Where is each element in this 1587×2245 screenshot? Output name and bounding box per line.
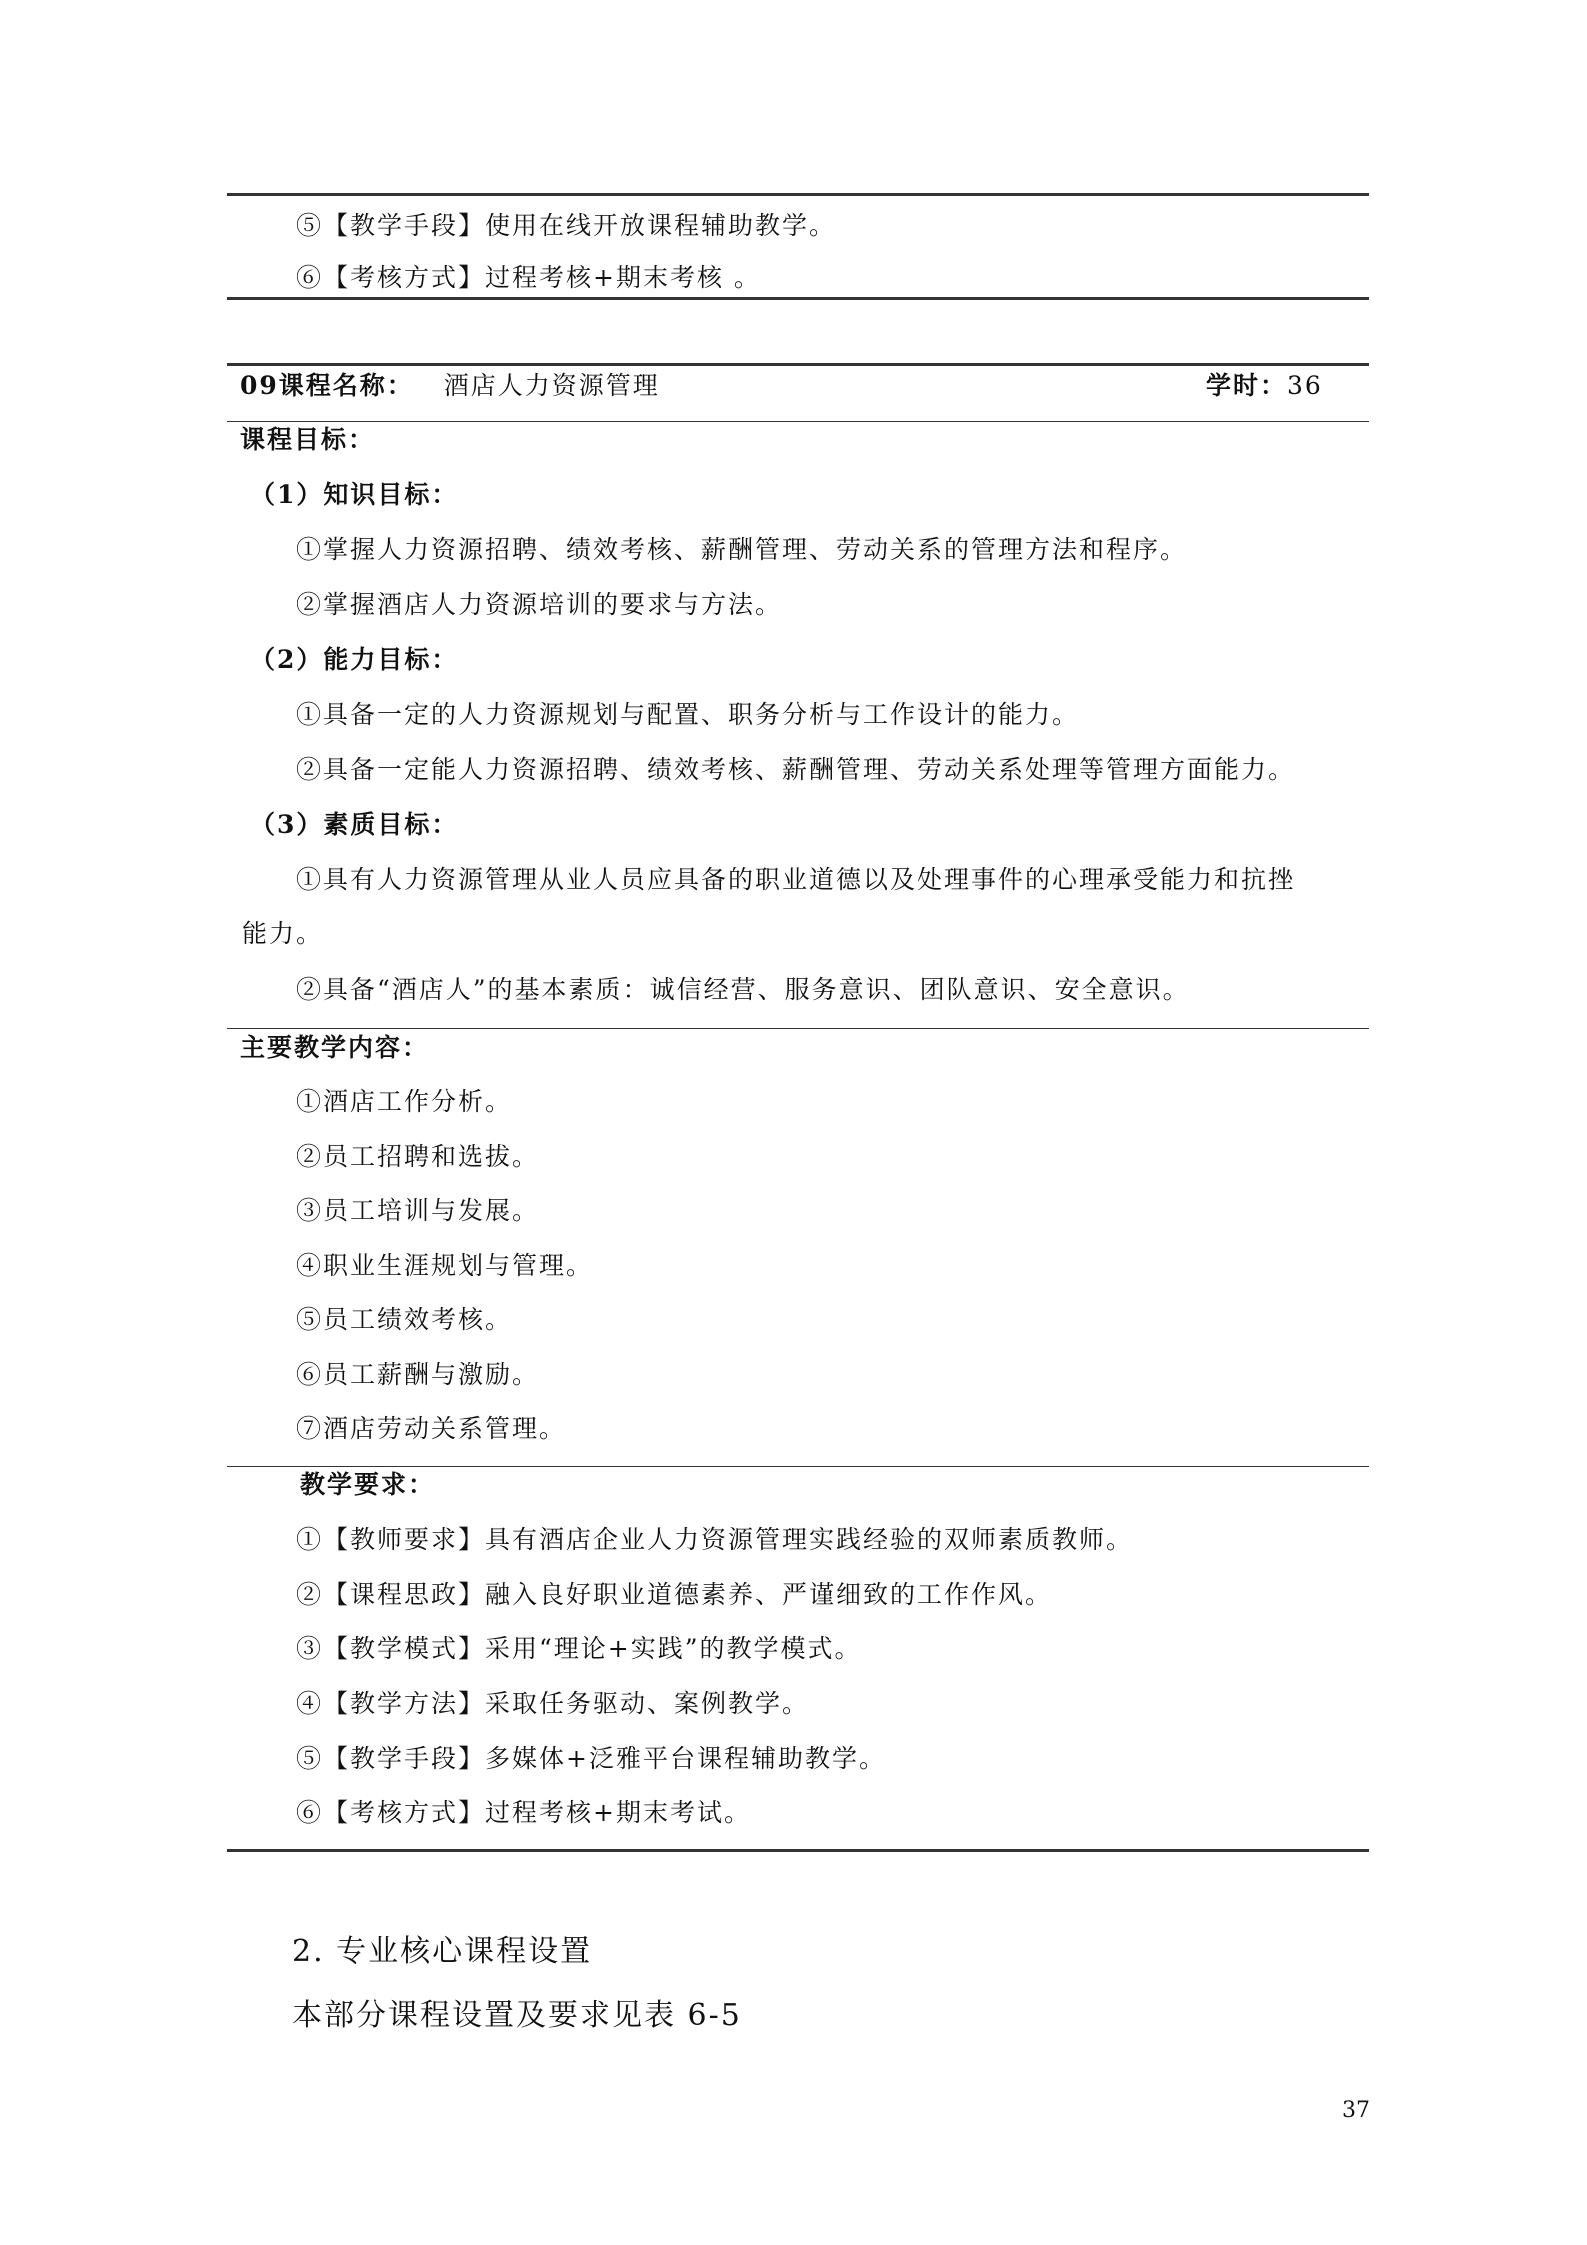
- hours-value: 36: [1287, 371, 1323, 400]
- goals-title: 课程目标：: [240, 425, 376, 454]
- table-top-border: [227, 193, 1369, 196]
- knowledge-item-2: ②掌握酒店人力资源培训的要求与方法。: [296, 590, 783, 619]
- content-item-6: ⑥员工薪酬与激励。: [296, 1360, 540, 1389]
- prev-line-1: ⑤【教学手段】使用在线开放课程辅助教学。: [296, 211, 837, 240]
- ability-item-1: ①具备一定的人力资源规划与配置、职务分析与工作设计的能力。: [296, 700, 1080, 729]
- requirements-title: 教学要求：: [300, 1470, 436, 1499]
- content-item-2: ②员工招聘和选拔。: [296, 1142, 540, 1171]
- course-code-label: 09课程名称：: [240, 371, 414, 400]
- content-item-5: ⑤员工绩效考核。: [296, 1305, 513, 1334]
- requirement-item-3: ③【教学模式】采用“理论+实践”的教学模式。: [296, 1634, 862, 1663]
- content-item-1: ①酒店工作分析。: [296, 1087, 513, 1116]
- course-name: 酒店人力资源管理: [443, 371, 660, 400]
- content-item-3: ③员工培训与发展。: [296, 1196, 540, 1225]
- requirement-item-4: ④【教学方法】采取任务驱动、案例教学。: [296, 1689, 810, 1718]
- course-header-divider: [227, 421, 1369, 422]
- content-title: 主要教学内容：: [240, 1033, 430, 1062]
- ability-title: （2）能力目标：: [250, 645, 459, 674]
- knowledge-item-1: ①掌握人力资源招聘、绩效考核、薪酬管理、劳动关系的管理方法和程序。: [296, 535, 1188, 564]
- section-text: 本部分课程设置及要求见表 6-5: [292, 1998, 742, 2033]
- ability-item-2: ②具备一定能人力资源招聘、绩效考核、薪酬管理、劳动关系处理等管理方面能力。: [296, 755, 1296, 784]
- content-item-7: ⑦酒店劳动关系管理。: [296, 1414, 567, 1443]
- content-item-4: ④职业生涯规划与管理。: [296, 1251, 594, 1280]
- requirement-item-6: ⑥【考核方式】过程考核+期末考试。: [296, 1798, 751, 1827]
- course-hours: [1206, 368, 1323, 404]
- quality-title: （3）素质目标：: [250, 810, 459, 839]
- goals-divider: [227, 1028, 1369, 1029]
- course-table-bottom-border: [227, 1849, 1369, 1852]
- quality-item-2: ②具备“酒店人”的基本素质：诚信经营、服务意识、团队意识、安全意识。: [296, 975, 1190, 1004]
- quality-item-1a: ①具有人力资源管理从业人员应具备的职业道德以及处理事件的心理承受能力和抗挫: [296, 865, 1296, 894]
- course-header: [240, 368, 660, 404]
- requirement-item-2: ②【课程思政】融入良好职业道德素养、严谨细致的工作作风。: [296, 1580, 1053, 1609]
- quality-item-1b: 能力。: [242, 919, 324, 948]
- hours-label: 学时：: [1206, 371, 1288, 400]
- course-table-top-border: [227, 363, 1369, 366]
- requirement-item-1: ①【教师要求】具有酒店企业人力资源管理实践经验的双师素质教师。: [296, 1525, 1134, 1554]
- section-title: 2. 专业核心课程设置: [292, 1934, 593, 1969]
- requirement-item-5: ⑤【教学手段】多媒体+泛雅平台课程辅助教学。: [296, 1744, 886, 1773]
- table-bottom-border: [227, 297, 1369, 300]
- prev-line-2: ⑥【考核方式】过程考核+期末考核 。: [296, 263, 761, 292]
- knowledge-title: （1）知识目标：: [250, 480, 459, 509]
- page-number: 37: [1342, 2098, 1370, 2123]
